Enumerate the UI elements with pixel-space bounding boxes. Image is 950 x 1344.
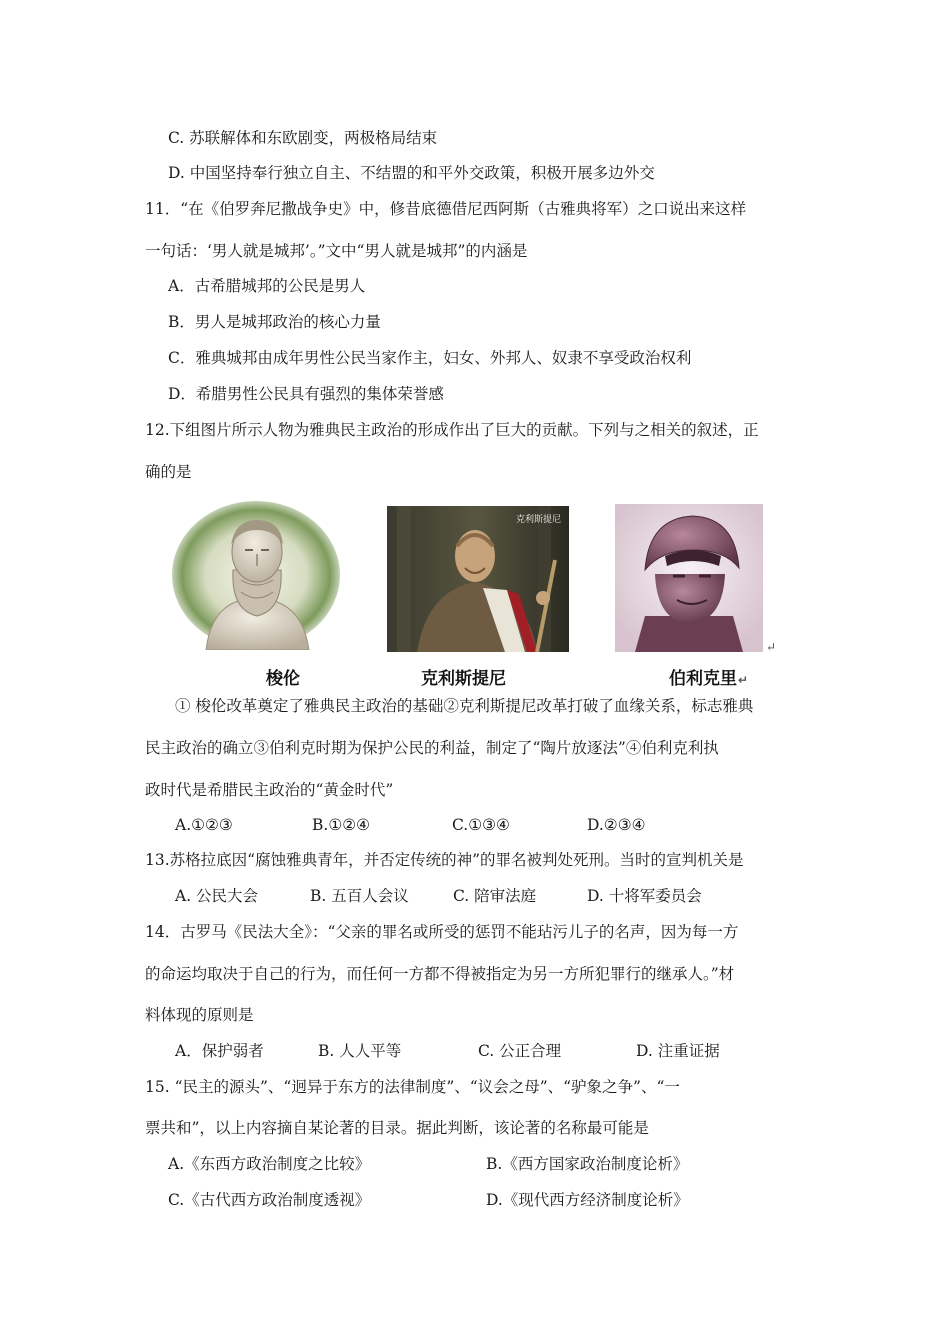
q13-option-d: D. 十将军委员会 [587,887,702,905]
q12-option-a: A.①②③ [175,816,233,834]
q13-option-a: A. 公民大会 [175,887,259,905]
q15-option-b: B.《西方国家政治制度论析》 [486,1155,689,1173]
q12-statement-line1: ① 梭伦改革奠定了雅典民主政治的基础②克利斯提尼改革打破了血缘关系，标志雅典 [175,697,754,715]
q12-portrait-figure [145,498,795,688]
pericles-caption [669,664,748,689]
q12-stem-line2: 确的是 [145,463,192,481]
q10-option-c: C. 苏联解体和东欧剧变，两极格局结束 [168,129,438,147]
q13-option-b: B. 五百人会议 [310,887,409,905]
q14-option-a: A．保护弱者 [175,1042,264,1060]
q14-stem-line1: 14．古罗马《民法大全》：“父亲的罪名或所受的惩罚不能玷污儿子的名声，因为每一方 [145,923,739,941]
pericles-caption-text: 伯利克里 [669,669,737,689]
solon-bust-image [171,500,341,650]
q14-stem-line2: 的命运均取决于自己的行为，而任何一方都不得被指定为另一方所犯罪行的继承人。”材 [145,965,735,983]
q12-statement-line2: 民主政治的确立③伯利克时期为保护公民的利益，制定了“陶片放逐法”④伯利克利执 [145,739,719,757]
q11-option-b: B．男人是城邦政治的核心力量 [168,313,381,331]
q12-option-b: B.①②④ [312,816,371,834]
q12-statement-line3: 政时代是希腊民主政治的“黄金时代” [145,781,394,799]
q11-option-a: A．古希腊城邦的公民是男人 [168,277,366,295]
solon-portrait [171,500,341,650]
q11-option-c: C．雅典城邦由成年男性公民当家作主，妇女、外邦人、奴隶不享受政治权利 [168,349,692,367]
q12-option-d: D.②③④ [587,816,646,834]
q15-stem-line1: 15. “民主的源头”、“迥异于东方的法律制度”、“议会之母”、“驴象之争”、“一 [145,1078,680,1096]
cleisthenes-caption: 克利斯提尼 [421,669,506,689]
q14-option-b: B. 人人平等 [318,1042,402,1060]
q10-option-d: D. 中国坚持奉行独立自主、不结盟的和平外交政策，积极开展多边外交 [168,164,655,182]
q13-stem: 13.苏格拉底因“腐蚀雅典青年，并否定传统的神”的罪名被判处死刑。当时的宣判机关是 [145,851,744,869]
cleisthenes-watermark: 克利斯提尼 [515,515,561,525]
q15-stem-line2: 票共和”，以上内容摘自某论著的目录。据此判断，该论著的名称最可能是 [145,1119,649,1137]
q12-stem-line1: 12.下组图片所示人物为雅典民主政治的形成作出了巨大的贡献。下列与之相关的叙述，正 [145,421,759,439]
cleisthenes-portrait [387,506,569,652]
q14-stem-line3: 料体现的原则是 [145,1006,254,1024]
q11-stem-line1: 11．“在《伯罗奔尼撒战争史》中，修昔底德借尼西阿斯（古雅典将军）之口说出来这样 [145,200,747,218]
q11-stem-line2: 一句话：‘男人就是城邦’。”文中“男人就是城邦”的内涵是 [145,242,528,260]
cleisthenes-image [387,506,569,652]
pericles-portrait [615,504,763,652]
q13-option-c: C. 陪审法庭 [453,887,537,905]
solon-caption: 梭伦 [266,669,300,689]
q11-option-d: D．希腊男性公民具有强烈的集体荣誉感 [168,385,444,403]
q15-option-c: C.《古代西方政治制度透视》 [168,1191,371,1209]
pericles-bust-image [615,504,763,652]
image-return-mark: ↵ [766,640,777,654]
q15-option-a: A.《东西方政治制度之比较》 [168,1155,371,1173]
return-mark: ↵ [738,673,749,687]
q14-option-d: D. 注重证据 [636,1042,720,1060]
q14-option-c: C. 公正合理 [478,1042,562,1060]
q15-option-d: D.《现代西方经济制度论析》 [486,1191,689,1209]
q12-option-c: C.①③④ [452,816,510,834]
